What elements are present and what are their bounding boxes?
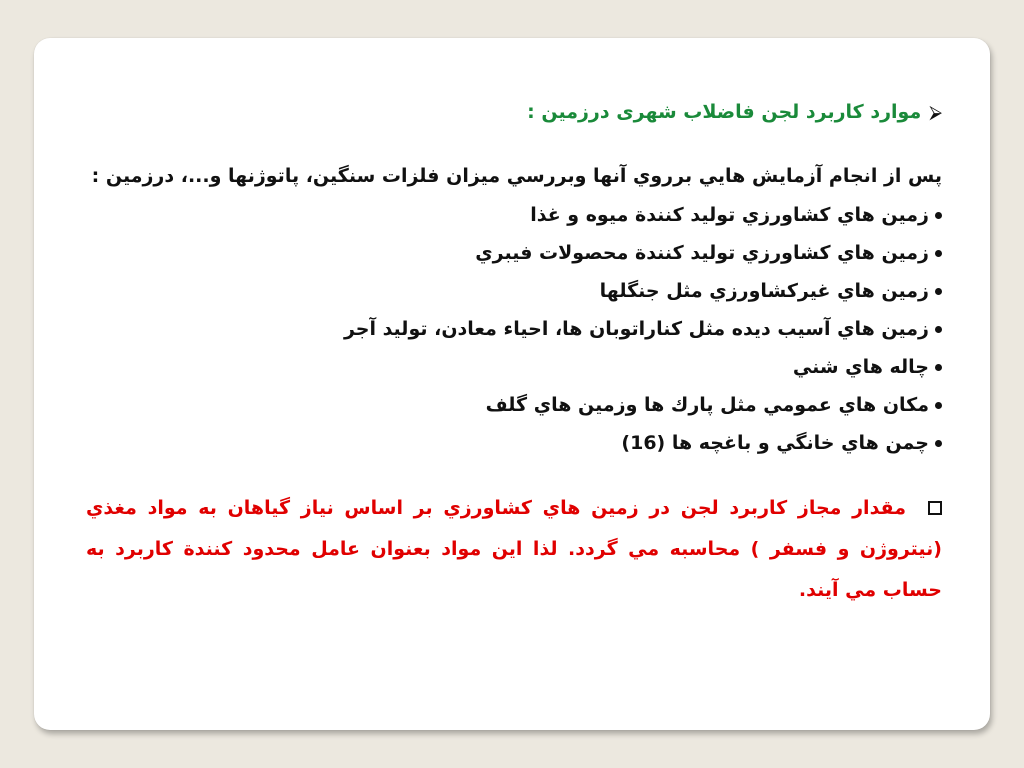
intro-text: پس از انجام آزمايش هايي برروي آنها وبررسي ميزان فلزات سنگين، پاتوژنها و...، درزمين :: [91, 165, 942, 187]
list-item-text: چاله هاي شني: [792, 356, 929, 378]
list-item: [86, 196, 942, 234]
list-item-text: زمين هاي كشاورزي توليد كنندة ميوه و غذا: [530, 204, 929, 226]
slide-heading: [86, 96, 942, 128]
list-item: [86, 272, 942, 310]
list-item: [86, 348, 942, 386]
list-item-text: زمين هاي كشاورزي توليد كنندة محصولات فيبري: [475, 242, 929, 264]
bullet-dot-icon: [935, 402, 942, 409]
note-text: مقدار مجاز کاربرد لجن در زمين هاي كشاورزي بر اساس نياز گياهان به مواد مغذي (نيتروژن و فسفر ) محاسبه مي گردد. لذا اين مواد بعنوان عامل محدود كنندة کاربرد به حساب مي آيند.: [86, 497, 942, 601]
slide-heading-text: موارد کاربرد لجن فاضلاب شهری درزمین :: [527, 101, 922, 123]
slide-content: [86, 96, 942, 611]
arrow-bullet-icon: ⮚: [929, 101, 942, 123]
bullet-dot-icon: [935, 440, 942, 447]
checkbox-bullet-icon: [928, 501, 942, 515]
note-paragraph: [86, 488, 942, 611]
list-item-text: زمين هاي غيركشاورزي مثل جنگلها: [599, 280, 929, 302]
bullet-dot-icon: [935, 212, 942, 219]
list-item-text: چمن هاي خانگي و باغچه ها (16): [621, 432, 929, 454]
bullet-dot-icon: [935, 364, 942, 371]
list-item: [86, 386, 942, 424]
list-item: [86, 234, 942, 272]
slide-card: [34, 38, 990, 730]
bullet-dot-icon: [935, 326, 942, 333]
bullet-list: [86, 196, 942, 462]
bullet-dot-icon: [935, 288, 942, 295]
list-item: [86, 424, 942, 462]
list-item-text: زمين هاي آسيب ديده مثل كناراتوبان ها، احياء معادن، توليد آجر: [343, 318, 929, 340]
bullet-dot-icon: [935, 250, 942, 257]
list-item: [86, 310, 942, 348]
list-item-text: مكان هاي عمومي مثل پارك ها وزمين هاي گلف: [485, 394, 929, 416]
